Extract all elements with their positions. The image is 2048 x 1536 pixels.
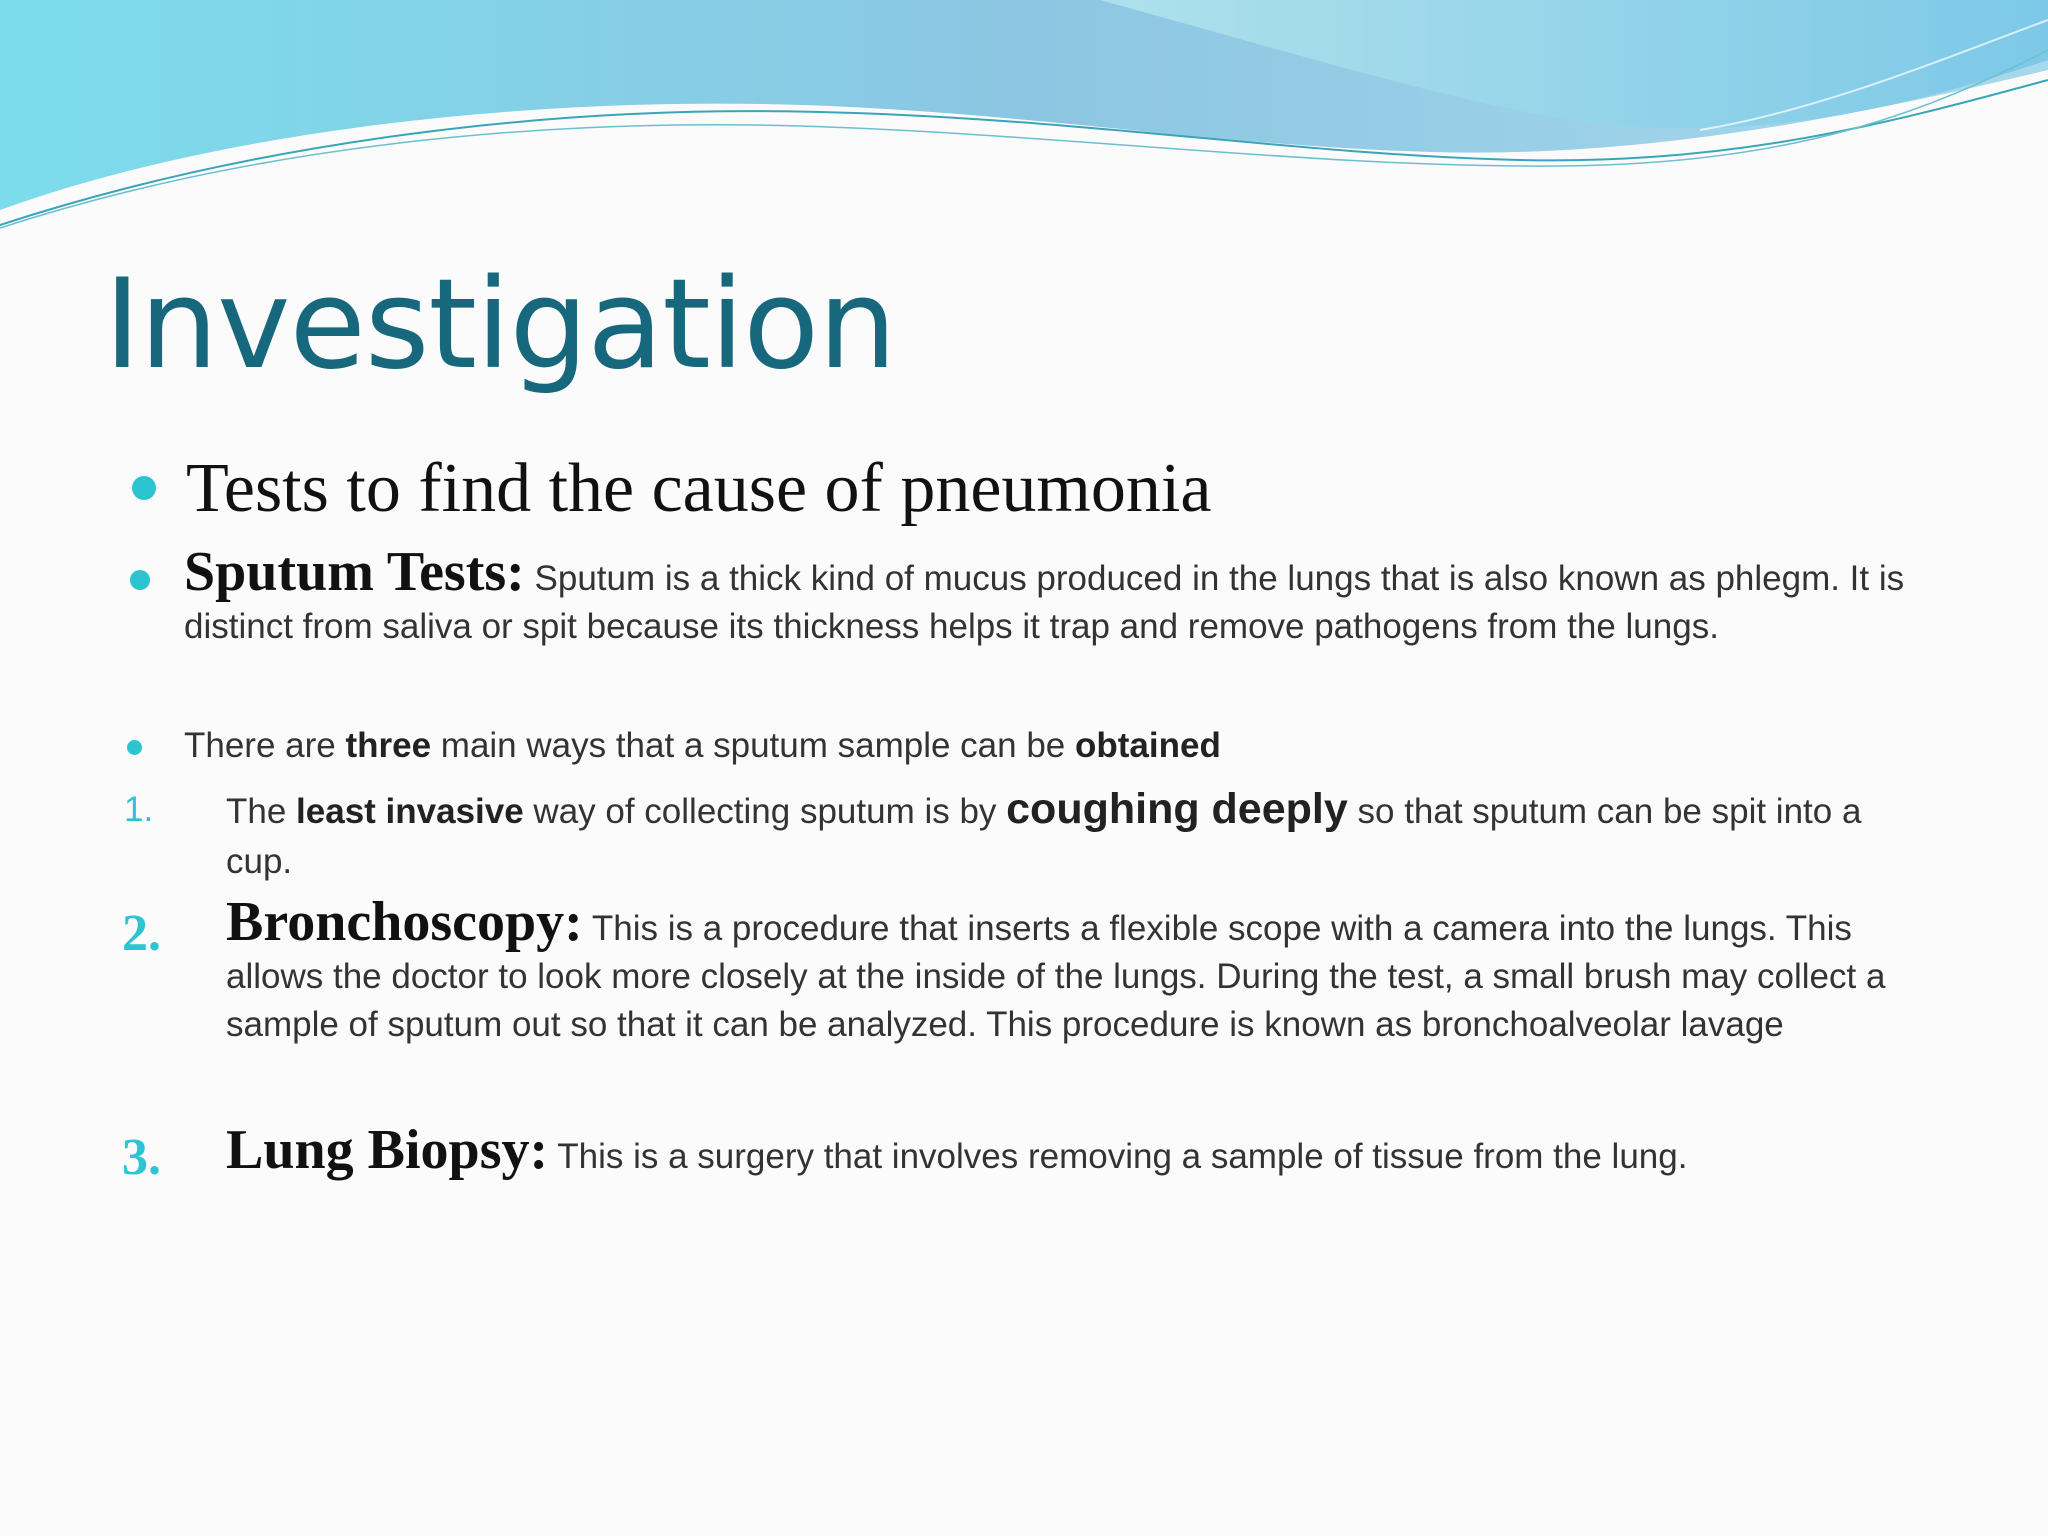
bronchoscopy-text: This is a procedure that inserts a flexible scope with a camera into the lungs. This allows the doctor to look more closely at the inside of the lungs. During the test, a small brush may collect a sample of sputum out so that it can be analyzed. This procedure is known as bronchoalveolar lavage	[226, 909, 1886, 1044]
ways-paragraph	[184, 722, 1221, 770]
list-number-1: 1.	[124, 790, 154, 829]
item1-text-3: so that sputum can be spit into a cup.	[226, 792, 1862, 881]
intro-bullet-text: Tests to find the cause of pneumonia	[186, 450, 1212, 527]
item1-bold-coughing-deeply: coughing deeply	[1006, 785, 1348, 833]
bullet-dot	[130, 570, 150, 590]
numbered-item-3-text	[226, 1120, 1926, 1187]
header-wave-decoration	[0, 0, 2048, 240]
numbered-item-2-text	[226, 891, 1898, 1049]
bronchoscopy-heading: Bronchoscopy:	[226, 891, 583, 953]
ways-bold-three: three	[345, 726, 432, 765]
lung-biopsy-text: This is a surgery that involves removing a sample of tissue from the lung.	[548, 1137, 1688, 1176]
numbered-item-1-text	[226, 784, 1896, 887]
list-number-2: 2.	[122, 905, 161, 962]
lung-biopsy-heading: Lung Biopsy:	[226, 1119, 549, 1181]
item1-text-2: way of collecting sputum is by	[523, 792, 1007, 831]
sputum-tests-heading: Sputum Tests:	[184, 541, 525, 603]
bullet-dot	[132, 476, 156, 500]
sputum-tests-paragraph	[184, 541, 1924, 651]
ways-text-1: There are	[184, 726, 346, 765]
bullet-dot	[127, 740, 142, 755]
sputum-tests-text: Sputum is a thick kind of mucus produced in the lungs that is also known as phlegm. It is distinct from saliva or spit because its thickness helps it trap and remove pathogens from the lungs.	[184, 559, 1905, 646]
item1-text-1: The	[226, 792, 297, 831]
item1-bold-least-invasive: least invasive	[296, 792, 524, 831]
ways-text-2: main ways that a sputum sample can be	[431, 726, 1075, 765]
slide-title: Investigation	[104, 253, 896, 397]
ways-bold-obtained: obtained	[1075, 726, 1221, 765]
list-number-3: 3.	[122, 1129, 161, 1186]
